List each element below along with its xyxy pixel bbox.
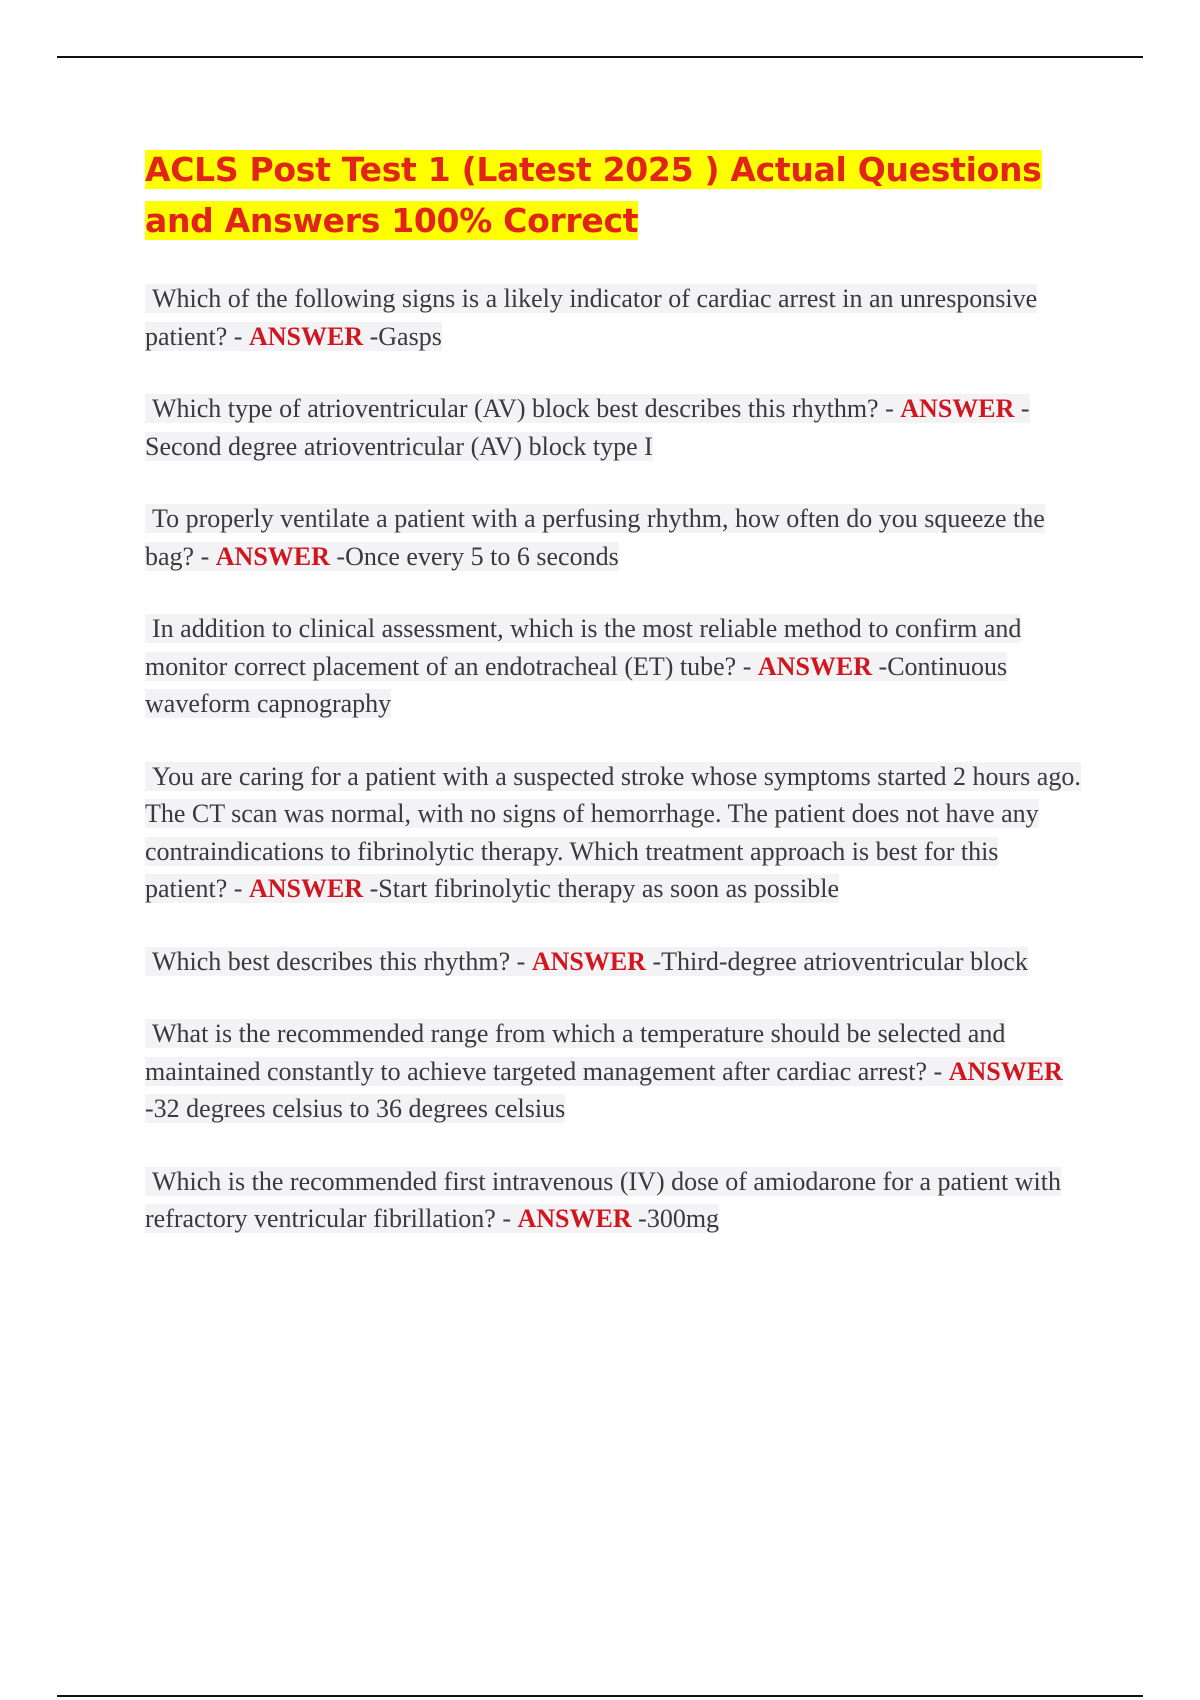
answer-text: Gasps bbox=[378, 321, 442, 351]
qa-item: Which type of atrioventricular (AV) block best describes this rhythm? - ANSWER -Second degree atrioventricular (AV) block type I bbox=[145, 394, 1030, 461]
qa-item: To properly ventilate a patient with a perfusing rhythm, how often do you squeeze the bag? - ANSWER -Once every 5 to 6 seconds bbox=[145, 504, 1045, 571]
qa-item: Which of the following signs is a likely indicator of cardiac arrest in an unresponsive patient? - ANSWER -Gasps bbox=[145, 284, 1038, 351]
question-text: You are caring for a patient with a suspected stroke whose symptoms started 2 hours ago. The CT scan was normal, with no signs of hemorrhage. The patient does not have any contraindications to fibrinolytic therapy. Which treatment approach is best for this patient? bbox=[145, 761, 1081, 903]
document-body bbox=[145, 144, 1085, 1273]
page-title bbox=[145, 144, 1085, 246]
answer-label: ANSWER bbox=[248, 321, 364, 351]
qa-item: Which is the recommended first intravenous (IV) dose of amiodarone for a patient with refractory ventricular fibrillation? - ANSWER -300mg bbox=[145, 1166, 1061, 1233]
answer-text: Second degree atrioventricular (AV) block type I bbox=[145, 431, 653, 461]
question-text: What is the recommended range from which a temperature should be selected and maintained constantly to achieve targeted management after cardiac arrest? bbox=[145, 1019, 1006, 1086]
question-text: In addition to clinical assessment, which is the most reliable method to confirm and monitor correct placement of an endotracheal (ET) tube? bbox=[145, 614, 1022, 681]
question-text: Which type of atrioventricular (AV) block best describes this rhythm? bbox=[152, 394, 879, 423]
page-title-text: ACLS Post Test 1 (Latest 2025 ) Actual Questions and Answers 100% Correct bbox=[145, 150, 1042, 240]
question-text: Which is the recommended first intravenous (IV) dose of amiodarone for a patient with refractory ventricular fibrillation? bbox=[145, 1166, 1061, 1233]
qa-list bbox=[145, 280, 1085, 1238]
question-text: To properly ventilate a patient with a perfusing rhythm, how often do you squeeze the bag? bbox=[145, 504, 1045, 571]
answer-text: Once every 5 to 6 seconds bbox=[345, 541, 619, 571]
header-rule bbox=[57, 56, 1143, 58]
answer-text: Continuous waveform capnography bbox=[145, 651, 1008, 718]
answer-label: ANSWER bbox=[948, 1056, 1063, 1086]
answer-text: Start fibrinolytic therapy as soon as possible bbox=[378, 874, 839, 903]
question-text: Which of the following signs is a likely indicator of cardiac arrest in an unresponsive patient? bbox=[145, 284, 1038, 351]
answer-label: ANSWER bbox=[900, 394, 1015, 423]
footer-rule bbox=[57, 1695, 1143, 1697]
question-text: Which best describes this rhythm? bbox=[152, 946, 511, 976]
qa-item: You are caring for a patient with a suspected stroke whose symptoms started 2 hours ago. The CT scan was normal, with no signs of hemorrhage. The patient does not have any contraindications to fibrinolytic therapy. Which treatment approach is best for this patient? - ANSWER -Start fibrinolytic therapy as soon as possible bbox=[145, 761, 1081, 903]
answer-text: 300mg bbox=[646, 1204, 720, 1233]
qa-item: What is the recommended range from which a temperature should be selected and maintained constantly to achieve targeted management after cardiac arrest? - ANSWER -32 degrees celsius to 36 degrees celsius bbox=[145, 1019, 1063, 1123]
answer-label: ANSWER bbox=[248, 874, 364, 903]
answer-label: ANSWER bbox=[215, 541, 330, 571]
answer-label: ANSWER bbox=[757, 651, 873, 681]
answer-text: Third-degree atrioventricular block bbox=[661, 946, 1028, 976]
answer-text: 32 degrees celsius to 36 degrees celsius bbox=[153, 1094, 566, 1123]
answer-label: ANSWER bbox=[517, 1204, 632, 1233]
answer-label: ANSWER bbox=[531, 946, 646, 976]
qa-item: In addition to clinical assessment, which is the most reliable method to confirm and monitor correct placement of an endotracheal (ET) tube? - ANSWER -Continuous waveform capnography bbox=[145, 614, 1022, 718]
qa-item: Which best describes this rhythm? - ANSWER -Third-degree atrioventricular block bbox=[145, 943, 1085, 981]
